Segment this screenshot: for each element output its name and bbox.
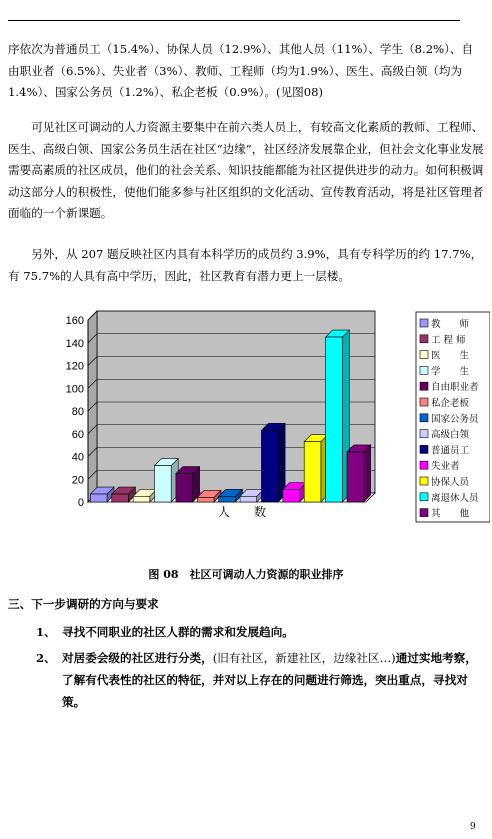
paragraph-analysis: 可见社区可调动的人力资源主要集中在前六类人员上，有较高文化素质的教师、工程师、医生、高级白领、国家公务员生活在社区“边缘”，社区经济发展靠企业，但社会文化事业发展需要高素质的社区成员，他们的社会关系、知识技能都能为社区提供进步的动力。如何积极调动这部分人的积极性，使他们能多参与社区组织的文化活动、宣传教育活动，将是社区管理者面临的一个新课题。 bbox=[8, 120, 484, 221]
chart-bar bbox=[326, 330, 350, 502]
chart-bar-front bbox=[219, 496, 236, 502]
legend-swatch bbox=[420, 319, 428, 327]
legend-label: 普通员工 bbox=[431, 445, 470, 457]
legend-label: 协保人员 bbox=[431, 477, 470, 488]
legend-label: 失业者 bbox=[431, 461, 460, 473]
x-axis-label: 人 数 bbox=[217, 505, 267, 519]
legend-label: 医 生 bbox=[431, 350, 470, 362]
chart-plot-area bbox=[66, 311, 375, 519]
legend-swatch bbox=[420, 477, 428, 485]
header-rule bbox=[8, 20, 460, 21]
legend-swatch bbox=[420, 445, 428, 453]
legend-swatch bbox=[420, 493, 428, 501]
chart-bar-front bbox=[197, 497, 214, 502]
chart-bar-front bbox=[133, 496, 150, 502]
list-item-text bbox=[62, 647, 482, 713]
legend-swatch bbox=[420, 335, 428, 343]
legend-label: 其 他 bbox=[431, 508, 470, 520]
chart-bar-front bbox=[240, 496, 257, 502]
chart-bar-front bbox=[326, 337, 343, 502]
legend-label: 国家公务员 bbox=[431, 413, 479, 425]
y-tick-label: 80 bbox=[71, 406, 84, 418]
chart-legend bbox=[416, 312, 490, 522]
legend-label: 自由职业者 bbox=[431, 382, 479, 394]
chart-bar-front bbox=[347, 452, 364, 502]
chart-bar-front bbox=[283, 489, 300, 502]
legend-label: 高级白领 bbox=[431, 429, 470, 441]
list-item-normal-text: (旧有社区，新建社区，边缘社区…) bbox=[212, 651, 396, 665]
chart-bar-front bbox=[90, 494, 107, 502]
paragraph-education: 另外，从 207 题反映社区内具有本科学历的成员约 3.9%，具有专科学历的约 17.7%，有 75.7%的人具有高中学历，因此，社区教育有潜力更上一层楼。 bbox=[8, 247, 483, 283]
legend-swatch bbox=[420, 430, 428, 438]
y-tick-label: 20 bbox=[71, 474, 84, 487]
y-tick-label: 140 bbox=[65, 337, 84, 350]
legend-label: 私企老板 bbox=[431, 398, 470, 409]
figure-caption: 图 08 社区可调动人力资源的职业排序 bbox=[148, 568, 344, 581]
legend-swatch bbox=[420, 382, 428, 390]
paragraph-occupation-ranking: 序依次为普通员工（15.4%）、协保人员（12.9%）、其他人员（11%）、学生（8.2%）、自由职业者（6.5%）、失业者（3%）、教师、工程师（均为1.9%）、医生、高级白领（均为1.4%）、国家公务员（1.2%）、私企老板（0.9%）。(见图08) bbox=[8, 42, 474, 100]
y-tick-label: 40 bbox=[71, 451, 84, 464]
chart-bar-front bbox=[261, 430, 278, 502]
chart-bar bbox=[304, 435, 328, 502]
chart-bar bbox=[176, 467, 200, 502]
legend-label: 学 生 bbox=[431, 366, 470, 378]
legend-label: 教 师 bbox=[431, 319, 470, 330]
chart-bar-front bbox=[112, 494, 129, 502]
chart-bar bbox=[347, 445, 371, 502]
legend-swatch bbox=[420, 414, 428, 422]
list-item-number: 2、 bbox=[36, 651, 56, 665]
y-tick-label: 0 bbox=[77, 497, 84, 509]
page-number: 9 bbox=[470, 822, 476, 832]
legend-swatch bbox=[420, 509, 428, 517]
legend-label: 离退休人员 bbox=[431, 492, 479, 504]
legend-swatch bbox=[420, 351, 428, 359]
chart-bar bbox=[155, 459, 179, 502]
y-tick-label: 120 bbox=[65, 360, 84, 373]
chart-bar bbox=[261, 423, 285, 502]
chart-bar-front bbox=[176, 474, 193, 502]
chart-bar-side bbox=[364, 445, 371, 502]
occupation-bar-chart bbox=[58, 306, 490, 528]
section-heading: 三、下一步调研的方向与要求 bbox=[8, 597, 159, 611]
list-item-bold-text: 对居委会级的社区进行分类， bbox=[62, 651, 213, 665]
list-item-number: 1、 bbox=[36, 625, 56, 639]
chart-bar-front bbox=[155, 466, 172, 502]
legend-label: 工 程 师 bbox=[431, 334, 466, 346]
list-item-bold-text-2: 通过实地考察，了解有代表性的社区的特征，并对以上存在的问题进行筛选，突出重点，寻找对策。 bbox=[62, 651, 477, 709]
list-item-text: 寻找不同职业的社区人群的需求和发展趋向。 bbox=[62, 625, 294, 639]
legend-swatch bbox=[420, 461, 428, 469]
y-tick-label: 160 bbox=[65, 315, 84, 327]
y-tick-label: 100 bbox=[65, 383, 84, 396]
legend-swatch bbox=[420, 366, 428, 374]
y-tick-label: 60 bbox=[71, 428, 84, 441]
legend-swatch bbox=[420, 398, 428, 406]
chart-bar-front bbox=[304, 442, 321, 502]
